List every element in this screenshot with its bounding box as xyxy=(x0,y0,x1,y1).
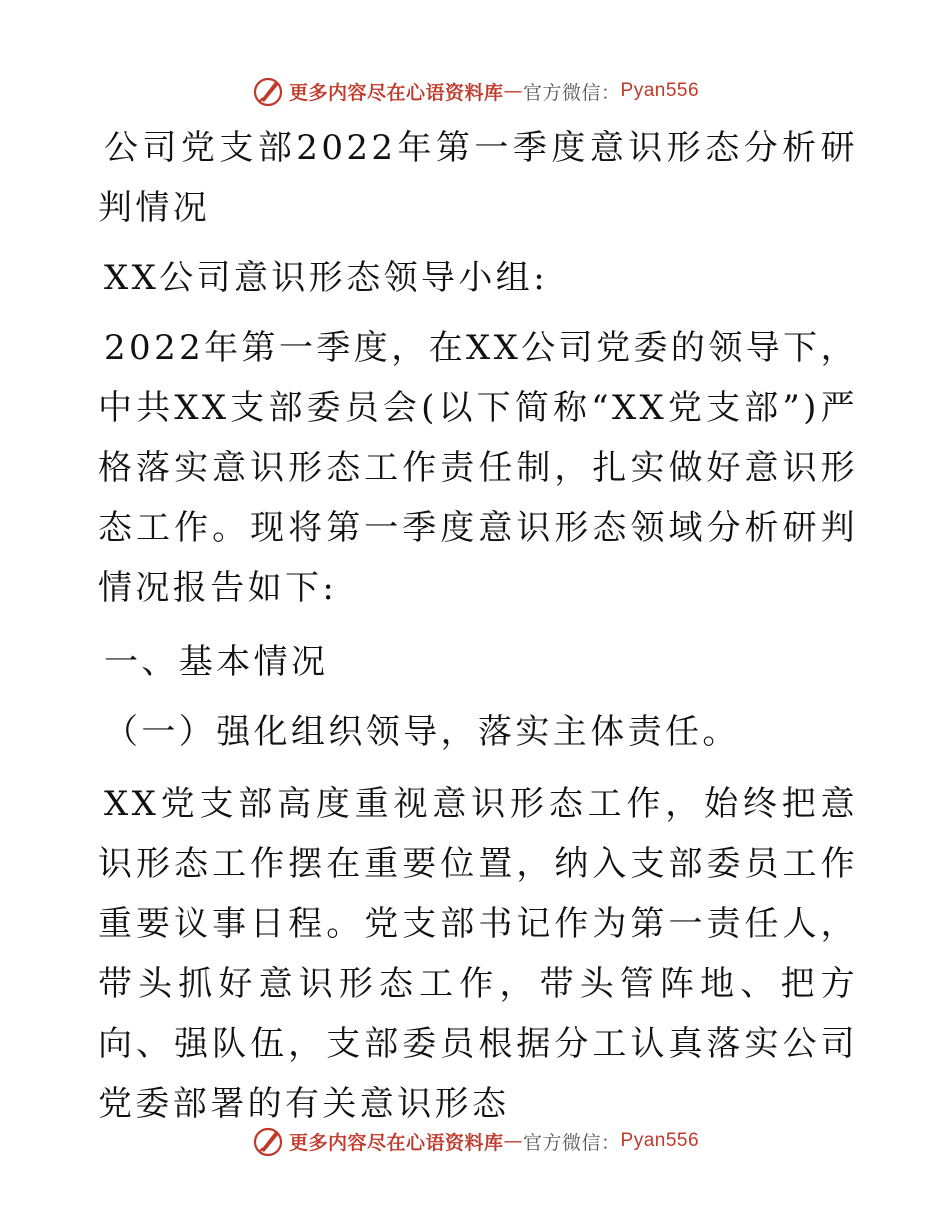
watermark-brand: 更多内容尽在心语资料库 xyxy=(288,1131,504,1154)
section-heading: 一、基本情况 xyxy=(104,642,329,682)
watermark-colon: ： xyxy=(601,81,621,104)
watermark-handle: Pyan556 xyxy=(620,1130,700,1151)
addressee: XX公司意识形态领导小组: xyxy=(104,258,549,298)
watermark-handle: Pyan556 xyxy=(620,80,700,101)
header-watermark xyxy=(0,71,950,111)
document-title: 公司党支部2022年第一季度意识形态分析研判情况 xyxy=(98,128,858,228)
watermark-brand: 更多内容尽在心语资料库 xyxy=(288,81,504,104)
subsection-paragraph: XX党支部高度重视意识形态工作，始终把意识形态工作摆在重要位置，纳入支部委员工作重要议事日程。党支部书记作为第一责任人，带头抓好意识形态工作，带头管阵地、把方向、强队伍，支部委员根据分工认真落实公司党委部署的有关意识形态 xyxy=(98,784,858,1124)
watermark-label: 官方微信 xyxy=(522,81,601,104)
quill-circle-icon xyxy=(251,1124,285,1158)
quill-circle-icon xyxy=(251,74,285,108)
subsection-heading: （一）强化组织领导，落实主体责任。 xyxy=(104,712,740,752)
intro-paragraph: 2022年第一季度，在XX公司党委的领导下，中共XX支部委员会(以下简称“XX党支部”)严格落实意识形态工作责任制，扎实做好意识形态工作。现将第一季度意识形态领域分析研判情况报告如下: xyxy=(98,328,858,608)
watermark-dash: — xyxy=(503,1130,523,1152)
watermark-colon: ： xyxy=(601,1131,621,1154)
watermark-dash: — xyxy=(503,80,523,102)
watermark-label: 官方微信 xyxy=(522,1131,601,1154)
footer-watermark xyxy=(0,1121,950,1161)
document-body xyxy=(98,118,858,1148)
